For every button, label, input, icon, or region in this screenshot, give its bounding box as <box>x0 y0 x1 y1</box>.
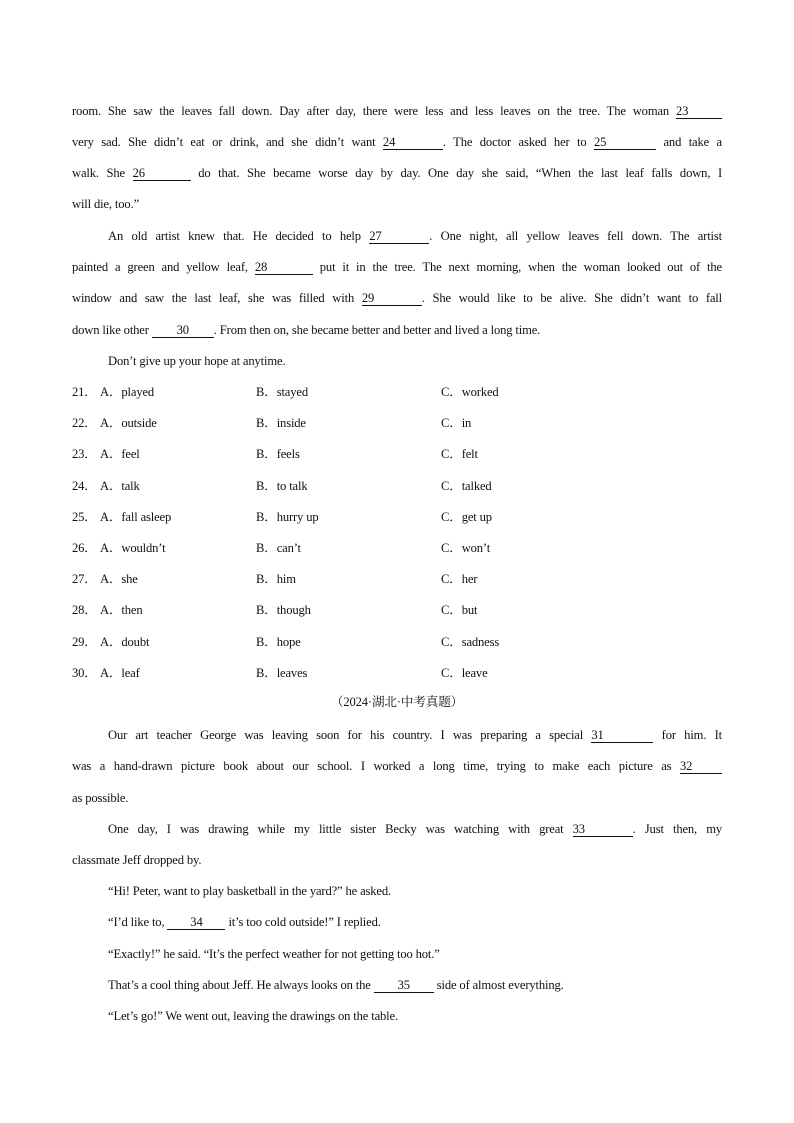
question-number: 23． <box>72 447 97 462</box>
option-a[interactable]: A．feel <box>100 447 140 462</box>
option-c[interactable]: C．sadness <box>441 634 500 649</box>
passage1-line-6 <box>72 259 722 275</box>
text-run: “Exactly!” he said. “It’s the perfect weather for not getting too hot.” <box>108 947 440 961</box>
option-c[interactable]: C．leave <box>441 665 488 680</box>
passage2-line-7 <box>108 914 722 930</box>
passage2-line-8 <box>108 946 722 962</box>
passage2-line-2 <box>72 758 722 774</box>
answer-blank-28[interactable]: 28 <box>255 261 313 275</box>
option-a[interactable]: A．played <box>100 385 155 399</box>
passage1-line-4 <box>72 196 722 212</box>
text-run: One day, I was drawing while my little sister Becky was watching with great <box>108 822 573 836</box>
option-a[interactable]: A．leaf <box>100 665 140 680</box>
text-run: was a hand-drawn picture book about our school. I worked a long time, trying to make each picture as <box>72 759 680 773</box>
option-a[interactable]: A．outside <box>100 416 157 431</box>
option-c[interactable]: C．worked <box>441 385 499 399</box>
text-run: “Let’s go!” We went out, leaving the drawings on the table. <box>108 1009 398 1023</box>
passage2-line-10 <box>108 1008 722 1024</box>
option-b[interactable]: B．inside <box>256 416 306 431</box>
text-run: . One night, all yellow leaves fell down. The artist <box>429 229 722 243</box>
passage2-line-3 <box>72 790 722 806</box>
text-run: and take a <box>656 135 722 149</box>
option-b[interactable]: B．hurry up <box>256 509 319 524</box>
option-b[interactable]: B．hope <box>256 634 301 649</box>
text-run: That’s a cool thing about Jeff. He always looks on the <box>108 978 374 992</box>
text-run: for him. It <box>653 728 723 742</box>
passage2-line-6 <box>108 883 722 899</box>
passage1-line-8 <box>72 322 722 338</box>
source-label: （2024·湖北·中考真题） <box>330 695 464 709</box>
option-c[interactable]: C．get up <box>441 509 492 524</box>
answer-blank-35[interactable]: 35 <box>374 979 434 993</box>
passage2-line-1 <box>108 727 722 743</box>
passage1-line-5 <box>108 228 722 244</box>
question-number: 26． <box>72 541 97 555</box>
option-b[interactable]: B．him <box>256 572 296 587</box>
text-run: do that. She became worse day by day. One day she said, “When the last leaf falls down, I <box>190 166 722 180</box>
text-run: . She would like to be alive. She didn’t want to fall <box>421 291 722 305</box>
option-a[interactable]: A．she <box>100 572 138 587</box>
text-run: . The doctor asked her to <box>442 135 595 149</box>
question-number: 28． <box>72 603 97 618</box>
text-run: down like other <box>72 323 152 337</box>
text-run: “I’d like to, <box>108 915 168 929</box>
option-b[interactable]: B．leaves <box>256 665 308 680</box>
answer-blank-23[interactable]: 23 <box>676 105 722 119</box>
passage1-line-3 <box>72 165 722 181</box>
option-c[interactable]: C．her <box>441 572 478 587</box>
passage1-line-2 <box>72 134 722 150</box>
text-run: as possible. <box>72 791 129 805</box>
option-b[interactable]: B．though <box>256 603 311 618</box>
option-c[interactable]: C．but <box>441 603 478 618</box>
option-a[interactable]: A．wouldn’t <box>100 541 166 555</box>
text-run: room. She saw the leaves fall down. Day after day, there were less and less leaves on the tree. The woman <box>72 104 676 118</box>
text-run: An old artist knew that. He decided to help <box>108 229 370 243</box>
answer-blank-29[interactable]: 29 <box>362 292 422 306</box>
option-b[interactable]: B．stayed <box>256 385 308 399</box>
passage2-line-5 <box>72 852 722 868</box>
question-number: 22． <box>72 416 97 431</box>
passage1-line-9 <box>108 353 722 369</box>
option-c[interactable]: C．talked <box>441 478 492 493</box>
text-run: Our art teacher George was leaving soon for his country. I was preparing a special <box>108 728 592 742</box>
option-b[interactable]: B．can’t <box>256 541 301 555</box>
option-b[interactable]: B．to talk <box>256 478 308 493</box>
passage1-line-1 <box>72 103 722 119</box>
text-run: put it in the tree. The next morning, when the woman looked out of the <box>312 260 722 274</box>
option-b[interactable]: B．feels <box>256 447 300 462</box>
text-run: . Just then, my <box>632 822 722 836</box>
answer-blank-25[interactable]: 25 <box>594 136 656 150</box>
text-run: window and saw the last leaf, she was filled with <box>72 291 362 305</box>
answer-blank-27[interactable]: 27 <box>369 230 429 244</box>
answer-blank-32[interactable]: 32 <box>680 760 722 774</box>
text-run: painted a green and yellow leaf, <box>72 260 255 274</box>
text-run: it’s too cold outside!” I replied. <box>225 915 381 929</box>
question-number: 27． <box>72 572 97 587</box>
answer-blank-30[interactable]: 30 <box>152 324 214 338</box>
option-a[interactable]: A．doubt <box>100 634 150 649</box>
answer-blank-31[interactable]: 31 <box>591 729 653 743</box>
text-run: classmate Jeff dropped by. <box>72 853 202 867</box>
option-a[interactable]: A．fall asleep <box>100 509 172 524</box>
text-run: very sad. She didn’t eat or drink, and she didn’t want <box>72 135 383 149</box>
text-run: side of almost everything. <box>433 978 564 992</box>
text-run: . From then on, she became better and better and lived a long time. <box>213 323 541 337</box>
passage2-line-4 <box>108 821 722 837</box>
question-number: 24． <box>72 478 97 493</box>
text-run: Don’t give up your hope at anytime. <box>108 354 286 368</box>
question-number: 29． <box>72 634 97 649</box>
answer-blank-26[interactable]: 26 <box>133 167 191 181</box>
option-c[interactable]: C．in <box>441 416 472 431</box>
text-run: will die, too.” <box>72 197 140 211</box>
text-run: “Hi! Peter, want to play basketball in the yard?” he asked. <box>108 884 391 898</box>
passage1-line-7 <box>72 290 722 306</box>
answer-blank-34[interactable]: 34 <box>167 916 225 930</box>
question-number: 21． <box>72 385 97 399</box>
question-number: 30． <box>72 665 97 680</box>
answer-blank-24[interactable]: 24 <box>383 136 443 150</box>
answer-blank-33[interactable]: 33 <box>573 823 633 837</box>
option-c[interactable]: C．felt <box>441 447 478 462</box>
option-a[interactable]: A．talk <box>100 478 140 493</box>
option-c[interactable]: C．won’t <box>441 541 491 555</box>
option-a[interactable]: A．then <box>100 603 143 618</box>
passage2-line-9 <box>108 977 722 993</box>
question-number: 25． <box>72 509 97 524</box>
text-run: walk. She <box>72 166 133 180</box>
